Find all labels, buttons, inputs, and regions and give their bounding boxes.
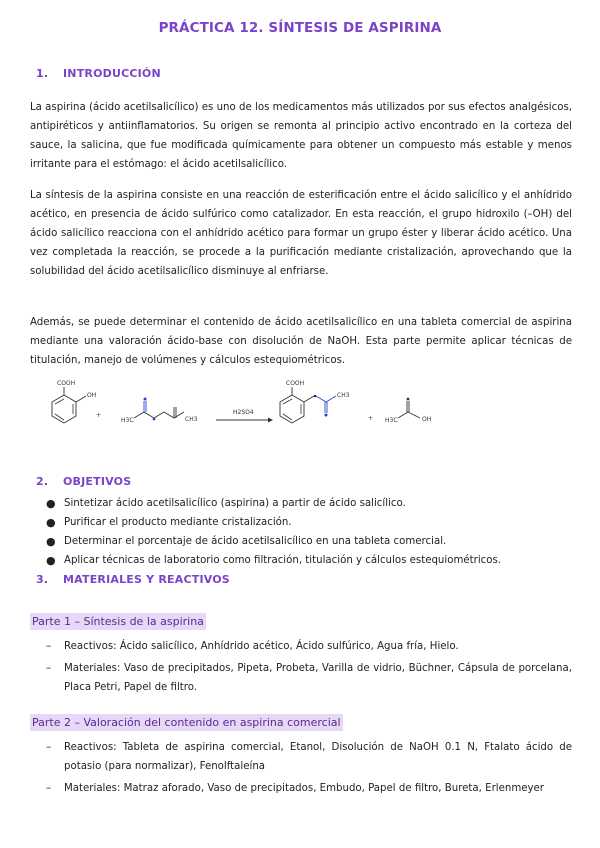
dash-icon: – xyxy=(46,641,52,652)
oh-label: OH xyxy=(87,392,97,399)
list-item: ● Aplicar técnicas de laboratorio como filtración, titulación y cálculos estequiométricos. xyxy=(46,551,566,570)
salicylic-acid-structure xyxy=(52,380,96,423)
section-title: OBJETIVOS xyxy=(63,475,132,488)
list-item: – Reactivos: Ácido salicílico, Anhídrido acético, Ácido sulfúrico, Agua fría, Hielo. xyxy=(46,637,572,656)
bullet-icon: ● xyxy=(46,554,56,567)
list-item: ● Determinar el porcentaje de ácido acetilsalicílico en una tableta comercial. xyxy=(46,532,566,551)
reaction-scheme xyxy=(30,376,572,448)
section-title: INTRODUCCIÓN xyxy=(63,67,161,80)
ch3-acetic-label: H3C xyxy=(385,417,398,424)
list-item: – Materiales: Matraz aforado, Vaso de precipitados, Embudo, Papel de filtro, Bureta, Erlenmeyer xyxy=(46,779,572,798)
acetic-anhydride-structure xyxy=(121,398,198,425)
section-heading-introduccion xyxy=(36,67,161,80)
reaction-arrow xyxy=(216,409,273,423)
acetic-acid-structure xyxy=(385,398,431,424)
plus-sign-2: + xyxy=(368,415,374,422)
part-1-list xyxy=(46,637,572,700)
section-heading-objetivos xyxy=(36,475,131,488)
section-title: MATERIALES Y REACTIVOS xyxy=(63,573,230,586)
section-heading-materiales xyxy=(36,573,230,586)
oh-acetic-label: OH xyxy=(422,416,432,423)
cooh-label: COOH xyxy=(57,380,76,387)
dash-icon: – xyxy=(46,663,52,674)
objectives-list xyxy=(46,494,566,570)
aspirin-structure xyxy=(280,380,350,423)
bullet-icon: ● xyxy=(46,535,56,548)
part-1-heading: Parte 1 – Síntesis de la aspirina xyxy=(32,615,204,628)
list-item: ● Sintetizar ácido acetilsalicílico (aspirina) a partir de ácido salicílico. xyxy=(46,494,566,513)
plus-sign: + xyxy=(96,412,102,419)
intro-paragraph-3: Además, se puede determinar el contenido de ácido acetilsalicílico en una tableta comercial de aspirina mediante una valoración ácido-base con disolución de NaOH. Esta parte permite aplicar técnicas de titulación, manejo de volúmenes y cálculos estequiométricos. xyxy=(30,317,572,366)
cooh-product-label: COOH xyxy=(286,380,305,387)
section-number: 2. xyxy=(36,475,49,488)
ch3-left-label: H3C xyxy=(121,417,134,424)
document-title: PRÁCTICA 12. SÍNTESIS DE ASPIRINA xyxy=(158,20,442,36)
ch3-product-label: CH3 xyxy=(337,392,350,399)
part-2-heading: Parte 2 – Valoración del contenido en aspirina comercial xyxy=(32,716,341,729)
bullet-icon: ● xyxy=(46,516,56,529)
list-item: ● Purificar el producto mediante cristalización. xyxy=(46,513,566,532)
dash-icon: – xyxy=(46,783,52,794)
intro-paragraph-2: La síntesis de la aspirina consiste en una reacción de esterificación entre el ácido salicílico y el anhídrido acético, en presencia de ácido sulfúrico como catalizador. En esta reacción, el grupo hidroxilo (–OH) del ácido salicílico reacciona con el anhídrido acético para formar un grupo éster y liberar ácido acético. Una vez completada la reacción, se procede a la purificación mediante cristalización, aprovechando que la solubilidad del ácido acetilsalicílico disminuye al enfriarse. xyxy=(30,190,572,277)
bullet-icon: ● xyxy=(46,497,56,510)
intro-paragraph-1: La aspirina (ácido acetilsalicílico) es uno de los medicamentos más utilizados por sus efectos analgésicos, antipiréticos y antiinflamatorios. Su origen se remonta al principio activo encontrado en la corteza del sauce, la salicina, que fue modificada químicamente para obtener un compuesto más estable y menos irritante para el estómago: el ácido acetilsalicílico. xyxy=(30,102,572,170)
section-number: 1. xyxy=(36,67,49,80)
part-2-list xyxy=(46,738,572,801)
ch3-right-label: CH3 xyxy=(185,416,198,423)
catalyst-label: H2SO4 xyxy=(233,409,254,416)
list-item: – Materiales: Vaso de precipitados, Pipeta, Probeta, Varilla de vidrio, Büchner, Cápsula de porcelana, Placa Petri, Papel de filtro. xyxy=(46,659,572,697)
section-number: 3. xyxy=(36,573,49,586)
dash-icon: – xyxy=(46,742,52,753)
list-item: – Reactivos: Tableta de aspirina comercial, Etanol, Disolución de NaOH 0.1 N, Ftalato ácido de potasio (para normalizar), Fenolftaleína xyxy=(46,738,572,776)
